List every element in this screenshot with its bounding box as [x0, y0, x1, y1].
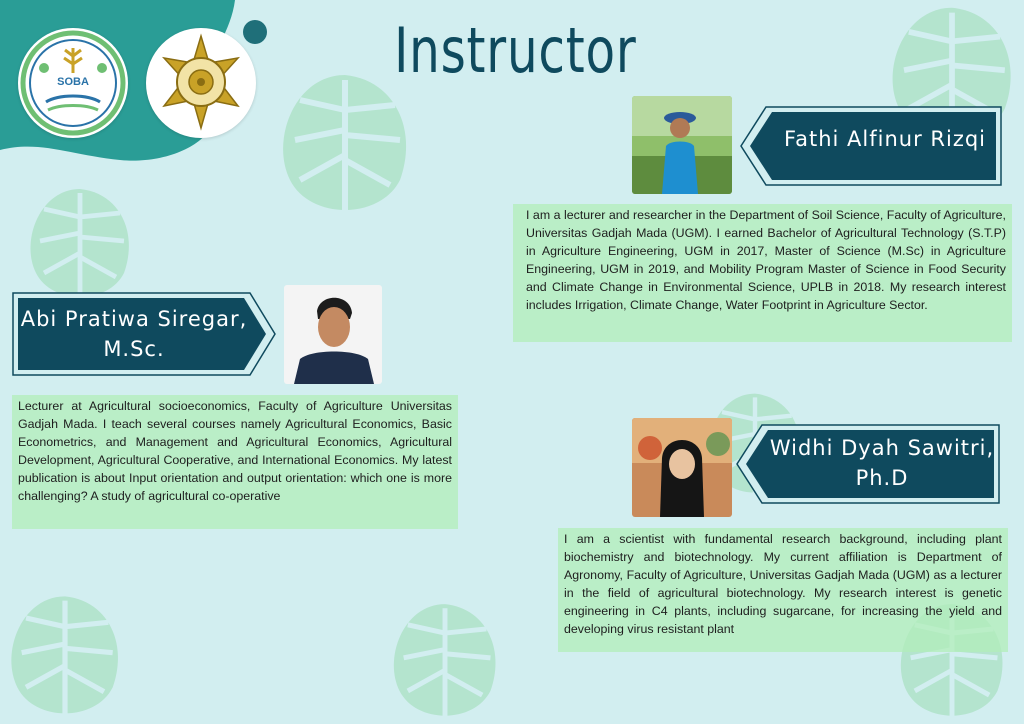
soba-logo	[18, 28, 128, 138]
instructor-photo	[284, 285, 382, 384]
instructor-name-line: Widhi Dyah Sawitri,	[769, 436, 995, 460]
instructor-bio: I am a scientist with fundamental research background, including plant biochemistry and biotechnology. My current affiliation is Department of Agronomy, Faculty of Agriculture, Universitas Gadjah Mada (UGM) as a lecturer in the field of agricultural biotechnology. My research interest is genetic engineering in C4 plants, including sugarcane, for increasing the yield and developing virus resistant plant	[558, 528, 1008, 652]
ugm-seal	[146, 28, 256, 138]
instructor-name-banner	[740, 106, 1002, 186]
instructor-name-banner	[12, 292, 276, 376]
instructor-name-line: Ph.D	[855, 466, 909, 490]
page-title: Instructor	[394, 14, 637, 87]
monstera-leaf-decoration	[370, 600, 520, 724]
instructor-photo	[632, 418, 732, 517]
instructor-name-banner	[736, 424, 1000, 504]
instructor-name	[766, 433, 998, 493]
instructor-name-line: M.Sc.	[103, 337, 165, 361]
instructor-bio: I am a lecturer and researcher in the Department of Soil Science, Faculty of Agriculture, Universitas Gadjah Mada (UGM). I earned Bachelor of Agricultural Technology (S.T.P) in Agriculture Engineering, UGM in 2017, Master of Science (M.Sc) in Agriculture Engineering, UGM in 2019, and Mobility Program Master of Science in Food Security and Climate Change in Environmental Science, UPLB in 2018. My research interest includes Irrigation, Climate Change, Water Footprint in Agriculture Sector.	[513, 204, 1012, 342]
instructor-name	[18, 304, 250, 364]
instructor-photo	[632, 96, 732, 194]
instructor-bio: Lecturer at Agricultural socioeconomics, Faculty of Agriculture Universitas Gadjah Mada. I teach several courses namely Agricultural Economics, Basic Econometrics, and Management and Agricultural Economics, Agricultural Development, Agricultural Cooperative, and International Economics. My latest publication is about Input orientation and output orientation: which one is more challenging? A study of agricultural co-operative	[12, 395, 458, 529]
instructor-name: Fathi Alfinur Rizqi	[783, 127, 987, 151]
monstera-leaf-decoration	[270, 70, 420, 220]
soba-logo-text: SOBA	[57, 76, 89, 88]
monstera-leaf-decoration	[0, 590, 130, 724]
monstera-leaf-decoration	[20, 185, 140, 305]
instructor-name-line: Abi Pratiwa Siregar,	[20, 307, 248, 331]
